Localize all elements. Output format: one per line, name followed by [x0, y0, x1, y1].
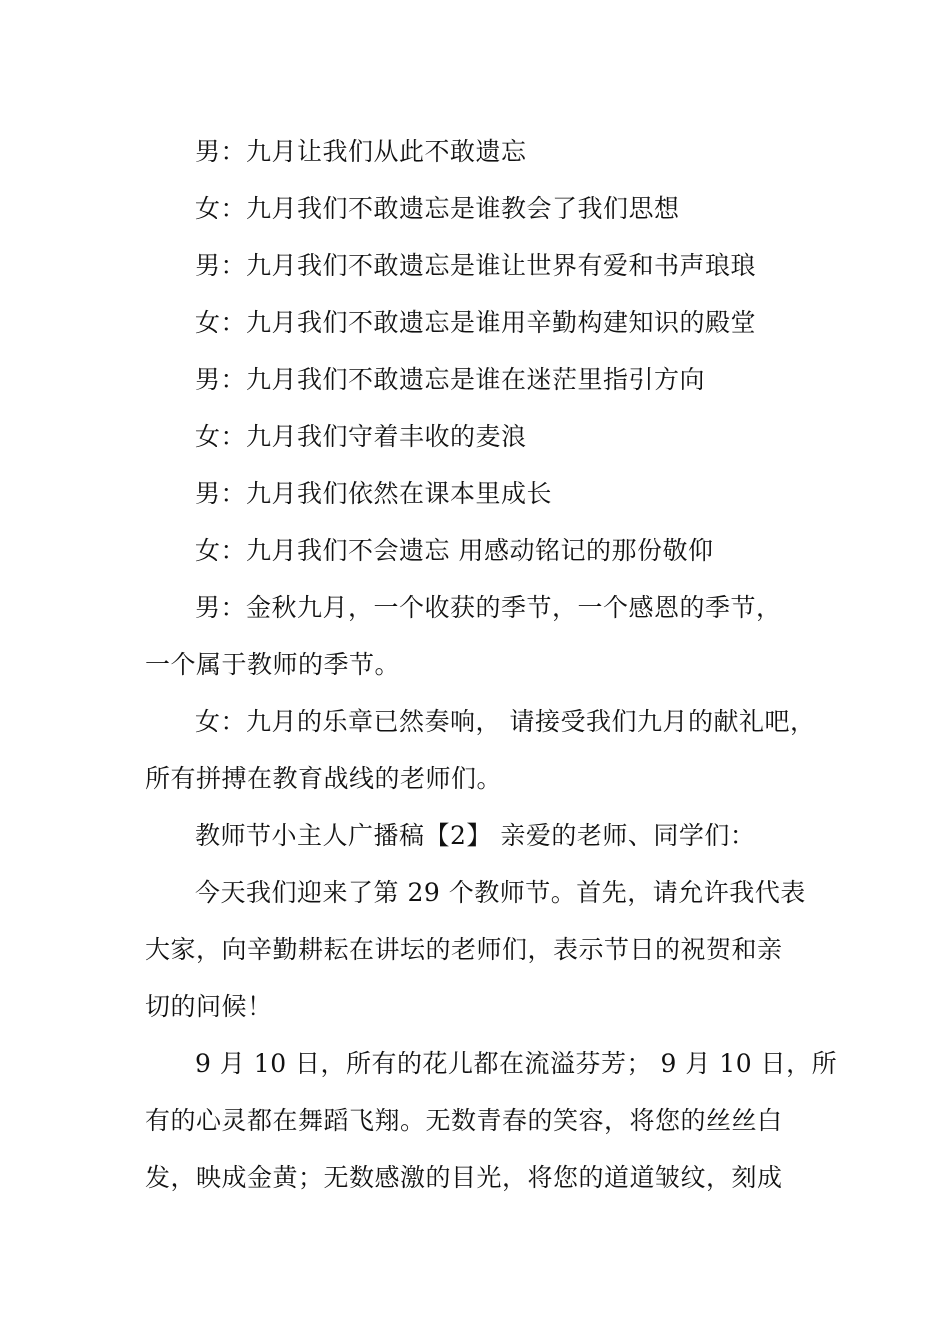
text-line-4: 女：九月我们不敢遗忘是谁用辛勤构建知识的殿堂 [195, 308, 757, 337]
text-line-18: 有的心灵都在舞蹈飞翔。无数青春的笑容，将您的丝丝白 [145, 1106, 783, 1135]
text-line-12: 所有拼搏在教育战线的老师们。 [145, 764, 503, 793]
text-line-17: 9 月 10 日，所有的花儿都在流溢芬芳； 9 月 10 日，所 [195, 1049, 838, 1078]
text-line-15: 大家，向辛勤耕耘在讲坛的老师们，表示节日的祝贺和亲 [145, 935, 783, 964]
text-line-1: 男：九月让我们从此不敢遗忘 [195, 137, 527, 166]
text-line-14: 今天我们迎来了第 29 个教师节。首先，请允许我代表 [195, 878, 806, 907]
text-line-16: 切的问候！ [145, 992, 273, 1021]
text-line-10: 一个属于教师的季节。 [145, 650, 401, 679]
text-line-2: 女：九月我们不敢遗忘是谁教会了我们思想 [195, 194, 680, 223]
text-line-13: 教师节小主人广播稿【2】 亲爱的老师、同学们： [195, 821, 756, 850]
text-line-3: 男：九月我们不敢遗忘是谁让世界有爱和书声琅琅 [195, 251, 757, 280]
text-line-6: 女：九月我们守着丰收的麦浪 [195, 422, 527, 451]
text-line-11: 女：九月的乐章已然奏响， 请接受我们九月的献礼吧， [195, 707, 816, 736]
text-line-9: 男：金秋九月，一个收获的季节，一个感恩的季节， [195, 593, 782, 622]
text-line-5: 男：九月我们不敢遗忘是谁在迷茫里指引方向 [195, 365, 706, 394]
text-line-8: 女：九月我们不会遗忘 用感动铭记的那份敬仰 [195, 536, 714, 565]
text-line-7: 男：九月我们依然在课本里成长 [195, 479, 553, 508]
text-line-19: 发，映成金黄；无数感激的目光，将您的道道皱纹，刻成 [145, 1163, 783, 1192]
